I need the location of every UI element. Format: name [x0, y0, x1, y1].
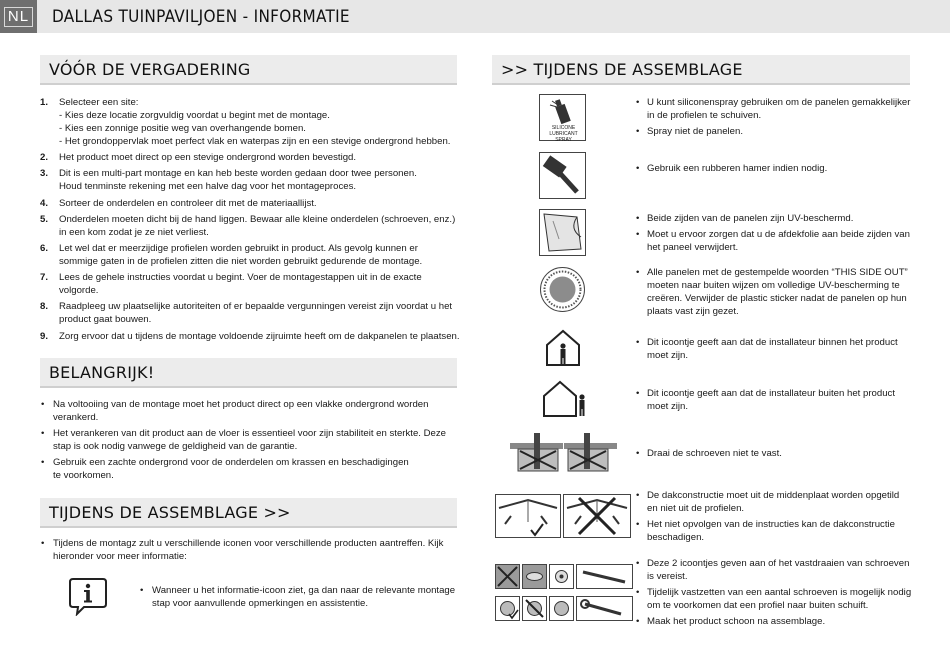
list-item: [40, 300, 460, 326]
assembly-intro-list: [40, 537, 460, 566]
text-line: • Het niet opvolgen van de instructies kan de dakconstructie: [647, 519, 895, 530]
text-line: - Kies deze locatie zorgvuldig voordat u begint met de montage.: [59, 110, 330, 121]
text-line: Onderdelen moeten dicht bij de hand liggen. Bewaar alle kleine onderdelen (schroeven, enz.): [59, 213, 456, 225]
text-line: - Kies een zonnige positie weg van overhangende bomen.: [59, 123, 306, 134]
installer-outside-notes: [636, 387, 914, 416]
text-line: en niet uit de profielen.: [647, 503, 745, 514]
info-icon: [68, 576, 108, 616]
list-number: 3.: [40, 168, 49, 180]
text-line: creëren. Verwijder de plastic sticker nadat de panelen op hun: [647, 293, 907, 304]
roof-construction-icon: [495, 494, 631, 538]
list-number: 8.: [40, 301, 49, 313]
text-line: • Wanneer u het informatie-icoon ziet, ga dan naar de relevante montage: [152, 585, 456, 596]
text-line: beschadigen.: [647, 532, 705, 543]
text-line: • Draai de schroeven niet te vast.: [647, 448, 782, 459]
list-item: [40, 427, 460, 453]
important-list: [40, 398, 460, 485]
text-line: • Tijdelijk vastzetten van een aantal schroeven is mogelijk nodig: [647, 587, 912, 598]
list-item: [40, 271, 460, 297]
spray-label: SILICONE LUBRICANT SPRAY: [549, 125, 578, 143]
list-item: [636, 615, 914, 628]
uv-sun-icon: [539, 266, 586, 313]
rubber-hammer-icon: [539, 152, 586, 199]
text-line: • Spray niet de panelen.: [647, 126, 744, 137]
roof-notes: [636, 489, 914, 547]
text-line: het paneel verwijdert.: [647, 242, 739, 253]
text-line: • U kunt siliconenspray gebruiken om de panelen gemakkelijker: [647, 97, 911, 108]
list-item: [40, 96, 460, 148]
text-line: • Gebruik een rubberen hamer indien nodig.: [647, 163, 828, 174]
list-number: 7.: [40, 272, 49, 284]
top-bar: [0, 0, 950, 33]
list-number: 5.: [40, 213, 49, 225]
list-item: [40, 151, 460, 164]
list-item: [40, 456, 460, 482]
screw-tool-notes: [636, 557, 914, 631]
spray-can-graphic: [540, 95, 585, 125]
list-item: [636, 96, 914, 122]
list-number: 9.: [40, 330, 49, 342]
list-item: [40, 167, 460, 193]
list-item: [636, 336, 914, 362]
text-line: stap is ook nodig vanwege de geldigheid van de garantie.: [53, 441, 298, 452]
text-line: hieronder voor meer informatie:: [53, 551, 187, 562]
list-item: [636, 212, 914, 225]
text-line: is vereist.: [647, 571, 688, 582]
spray-notes: [636, 96, 914, 141]
text-line: Raadpleeg uw plaatselijke autoriteiten of er bepaalde vergunningen vereist zijn voordat u het: [59, 301, 453, 313]
text-line: • Tijdens de montagz zult u verschillende iconen voor verschillende producten aantreffen. Kijk: [53, 538, 444, 549]
text-line: • Gebruik een zachte ondergrond voor de onderdelen om krassen en beschadigingen: [53, 457, 409, 468]
text-line: • De dakconstructie moet uit de middenplaat worden opgetild: [647, 490, 900, 501]
list-item: [636, 125, 914, 138]
section-header-assembly-right: >> TIJDENS DE ASSEMBLAGE: [492, 55, 910, 85]
uv-panel-notes: [636, 212, 914, 257]
text-line: in de profielen te schuiven.: [647, 110, 762, 121]
text-line: moeten naar buiten wijzen om volledige UV-bescherming te: [647, 280, 900, 291]
silicone-spray-icon: [539, 94, 586, 141]
list-item: [40, 197, 460, 210]
text-line: Sorteer de onderdelen en controleer dit met de materiaallijst.: [59, 197, 317, 209]
text-line: • Na voltooiing van de montage moet het product direct op een vlakke ondergrond worden: [53, 399, 429, 410]
text-line: Het product moet direct op een stevige ondergrond worden bevestigd.: [59, 152, 357, 164]
text-line: • Beide zijden van de panelen zijn UV-beschermd.: [647, 213, 854, 224]
list-item: [636, 447, 914, 460]
text-line: in een kom zodat je ze niet verliest.: [59, 226, 209, 238]
text-line: Lees de gehele instructies voordat u begint. Voer de montagestappen uit in de exacte volgorde.: [59, 272, 422, 297]
installer-inside-icon: [545, 329, 581, 367]
installer-inside-notes: [636, 336, 914, 365]
screw-tools-icon: [495, 564, 633, 622]
list-item: [636, 266, 914, 318]
screw-notes: [636, 447, 914, 463]
info-icon-note: [139, 584, 469, 613]
text-line: • Moet u ervoor zorgen dat u de afdekfolie aan beide zijden van: [647, 229, 910, 240]
text-line: moet zijn.: [647, 350, 689, 361]
text-line: verankerd.: [53, 412, 99, 423]
section-header-important: BELANGRIJK!: [40, 358, 457, 388]
list-item: [636, 557, 914, 583]
installer-outside-icon: [542, 380, 588, 418]
text-line: Selecteer een site:: [59, 97, 139, 108]
list-number: 4.: [40, 197, 49, 209]
text-line: Zorg ervoor dat u tijdens de montage voldoende zijruimte heeft om de dakpanelen te plaatsen.: [59, 330, 460, 342]
text-line: product gaat bouwen.: [59, 314, 152, 326]
text-line: stap voor aanvullende opmerkingen en assistentie.: [152, 598, 368, 609]
text-line: Dit is een multi-part montage en kan heb beste worden gedaan door twee personen.: [59, 168, 417, 180]
text-line: • Dit icoontje geeft aan dat de installateur buiten het product: [647, 388, 896, 399]
meeting-list: [40, 96, 460, 346]
list-item: [636, 489, 914, 515]
text-line: - Het grondoppervlak moet perfect vlak en waterpas zijn en een stevige ondergrond hebben.: [59, 136, 451, 147]
document-title: DALLAS TUINPAVILJOEN - INFORMATIE: [52, 7, 350, 27]
list-item: [40, 398, 460, 424]
hammer-notes: [636, 162, 914, 178]
list-item: [636, 518, 914, 544]
list-number: 1.: [40, 97, 49, 108]
list-item: [40, 537, 460, 563]
text-line: plaats vast zijn gezet.: [647, 306, 739, 317]
text-line: • Deze 2 icoontjes geven aan of het vastdraaien van schroeven: [647, 558, 910, 569]
panel-peel-icon: [539, 209, 586, 256]
language-badge: NL: [0, 0, 37, 33]
text-line: • Alle panelen met de gestempelde woorden “THIS SIDE OUT”: [647, 267, 908, 278]
text-line: om te voorkomen dat een profiel naar buiten schuift.: [647, 600, 869, 611]
screws-no-tighten-icon: [510, 431, 617, 473]
text-line: moet zijn.: [647, 401, 689, 412]
list-number: 6.: [40, 242, 49, 254]
text-line: sommige gaten in de profielen zitten die niet worden gebruikt gedurende de montage.: [59, 255, 423, 267]
text-line: • Dit icoontje geeft aan dat de installateur binnen het product: [647, 337, 898, 348]
this-side-out-notes: [636, 266, 914, 321]
list-item: [40, 242, 460, 268]
text-line: te voorkomen.: [53, 470, 114, 481]
list-item: [636, 586, 914, 612]
list-item: [139, 584, 469, 610]
text-line: • Het verankeren van dit product aan de vloer is essentieel voor zijn stabiliteit en sterkte. Deze: [53, 428, 447, 439]
list-item: [636, 387, 914, 413]
list-item: [636, 162, 914, 175]
list-item: [636, 228, 914, 254]
text-line: Houd tenminste rekening met een halve dag voor het montageproces.: [59, 181, 357, 193]
section-header-meeting: VÓÓR DE VERGADERING: [40, 55, 457, 85]
list-item: [40, 213, 460, 239]
text-line: • Maak het product schoon na assemblage.: [647, 616, 826, 627]
section-header-assembly-left: TIJDENS DE ASSEMBLAGE >>: [40, 498, 457, 528]
list-number: 2.: [40, 152, 49, 164]
list-item: [40, 330, 460, 343]
text-line: Let wel dat er meerzijdige profielen worden gebruikt in product. Als gevolg kunnen er: [59, 242, 418, 254]
